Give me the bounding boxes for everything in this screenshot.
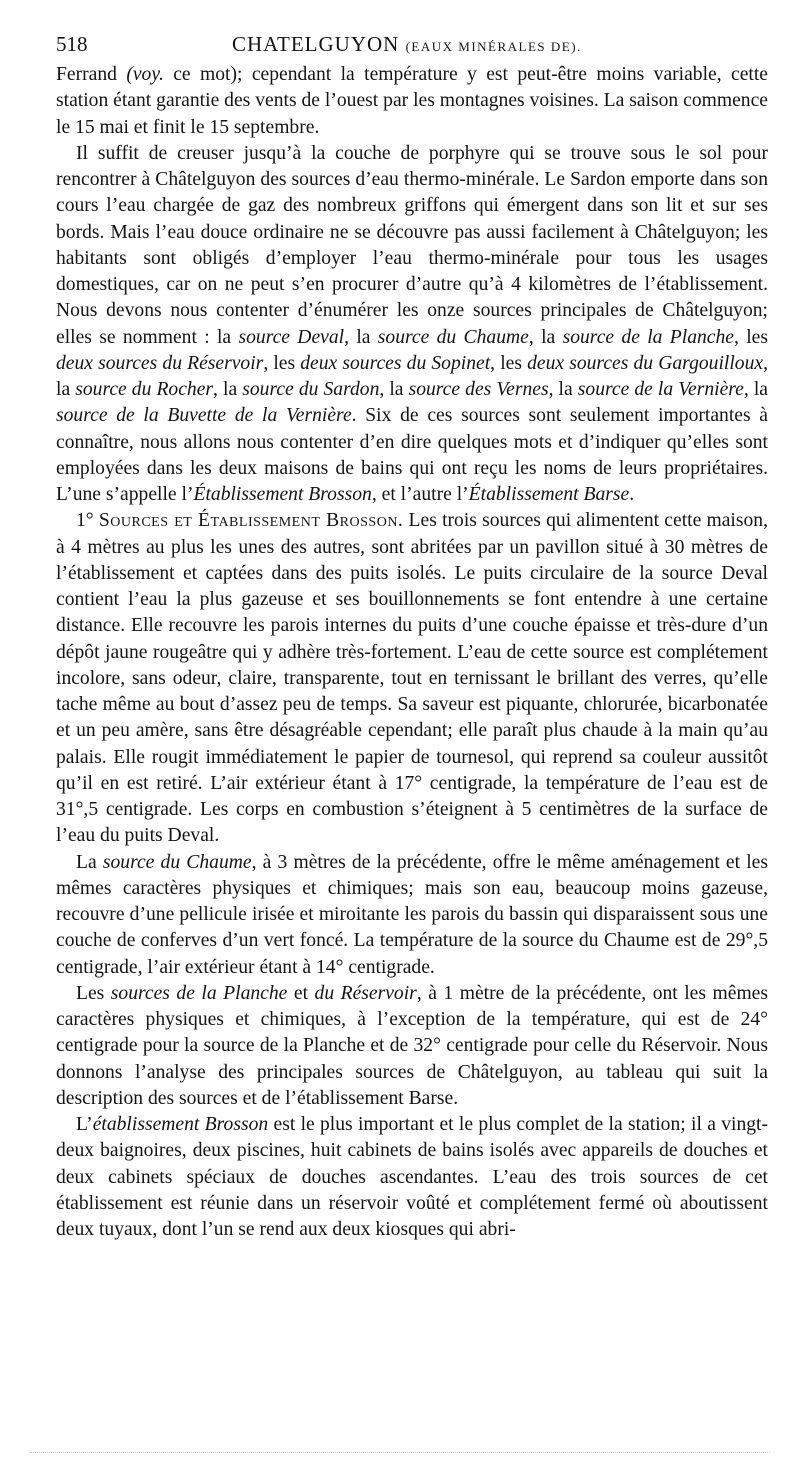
- italic-phrase: source du Chaume: [102, 851, 252, 873]
- paragraph-2: [56, 141, 768, 509]
- italic-phrase: (voy.: [126, 64, 164, 85]
- section-heading: Sources et Établissement Brosson.: [98, 510, 404, 532]
- text-run: , et l’autre l’: [371, 484, 469, 505]
- italic-phrase: établissement Brosson: [92, 1114, 269, 1135]
- text-run: , la: [344, 326, 378, 348]
- italic-phrase: source du Chaume: [377, 326, 529, 348]
- italic-phrase: sources de la Planche: [110, 982, 288, 1004]
- text-run: , la: [743, 379, 768, 400]
- text-run: , les: [734, 326, 768, 348]
- running-title: [232, 32, 582, 57]
- text-run: , la: [379, 379, 409, 400]
- italic-phrase: deux sources du Sopinet: [300, 352, 491, 374]
- text-run: L’: [76, 1114, 93, 1135]
- paragraph-6: [56, 1112, 768, 1243]
- text-run: 1°: [76, 510, 99, 532]
- italic-phrase: source du Rocher: [75, 379, 214, 400]
- body-text: [56, 62, 768, 1243]
- page-number: 518: [56, 32, 88, 56]
- text-run: Il suffit de creuser jusqu’à la couche de porphyre qui se trouve sous le sol pour rencontrer à Châtelguyon des sources d’eau thermo-minérale. Le Sardon emporte dans son cours l’eau chargée de gaz des nombreux griffons qui émergent dans son lit et sur ses bords. Mais l’eau douce ordinaire ne se découvre pas aussi facilement à Châtelguyon; les habitants sont obligés d’employer l’eau thermo-minérale pour tous les usages domestiques, car on ne peut s’en procurer d’autre qu’à 4 kilomètres de l’établissement. Nous devons nous contenter d’énumérer les onze sources principales de Châtelguyon; elles se nomment : la: [56, 142, 768, 348]
- running-title-sub: (EAUX MINÉRALES DE).: [405, 39, 582, 54]
- text-run: .: [629, 484, 635, 505]
- text-run: , les: [263, 352, 301, 374]
- paragraph-1: [56, 62, 768, 141]
- paragraph-5: [56, 981, 768, 1112]
- page-bottom-edge: [30, 1452, 770, 1453]
- text-run: est le plus important et le plus complet de la station; il a vingt-deux baignoires, deux piscines, huit cabinets de bains isolés avec appareils de douches et deux cabinets spéciaux de douches ascendantes. L’eau des trois sources de cet établissement est réunie dans un réservoir voûté et complétement fermé où aboutissent deux tuyaux, dont l’un se rend aux deux kiosques qui abri-: [56, 1114, 769, 1240]
- paragraph-4: [56, 850, 768, 981]
- italic-phrase: source Deval: [238, 326, 345, 348]
- text-run: , la: [528, 326, 563, 348]
- italic-phrase: source de la Vernière: [577, 379, 744, 400]
- italic-phrase: deux sources du Gargouilloux: [527, 352, 764, 374]
- book-page: [56, 22, 768, 1243]
- paragraph-3: [56, 508, 768, 849]
- italic-phrase: source de la Planche: [562, 326, 734, 348]
- text-run: , la: [548, 379, 578, 400]
- text-run: ce mot); cependant la température y est peut-être moins variable, cette station étant garantie des vents de l’ouest par les montagnes voisines. La saison commence le 15 mai et finit le 15 septembre.: [56, 64, 768, 138]
- running-title-main: CHATELGUYON: [232, 32, 400, 56]
- text-run: et: [287, 982, 315, 1004]
- italic-phrase: source de la Buvette de la Vernière: [56, 405, 352, 427]
- italic-phrase: du Réservoir: [314, 982, 417, 1004]
- italic-phrase: source du Sardon: [242, 379, 380, 400]
- text-run: La: [76, 851, 103, 873]
- text-run: Ferrand: [56, 64, 127, 85]
- italic-phrase: Établissement Brosson: [193, 484, 372, 505]
- text-run: , à 3 mètres de la précédente, offre le même aménagement et les mêmes caractères physiques et chimiques; mais son eau, beaucoup moins gazeuse, recouvre d’une pellicule irisée et miroitante les parois du bassin qui disparaissent sous une couche de conferves d’un vert foncé. La température de la source du Chaume est de 29°,5 centigrade, l’air extérieur étant à 14° centigrade.: [56, 851, 768, 978]
- italic-phrase: source des Vernes: [408, 379, 549, 400]
- text-run: . Six de ces sources sont seulement importantes à connaître, nous allons nous contenter d’en dire quelques mots et d’indiquer qu’elles sont employées dans les deux maisons de bains qui ont reçu les noms de leurs propriétaires. L’une s’appelle l’: [56, 405, 768, 505]
- text-run: , les: [490, 352, 528, 374]
- text-run: , la: [213, 379, 243, 400]
- text-run: Les trois sources qui alimentent cette maison, à 4 mètres au plus les unes des autres, sont abritées par un pavillon situé à 30 mètres de l’établissement et captées dans des puits isolés. Le puits circulaire de la source Deval contient l’eau la plus gazeuse et ses bouillonnements se font entendre à une certaine distance. Elle recouvre les parois internes du puits d’une couche épaisse et très-dure d’un dépôt jaune rougeâtre qui y adhère très-fortement. L’eau de cette source est complétement incolore, sans odeur, claire, transparente, tout en ternissant le brillant des verres, qu’elle tache même au bout d’assez peu de temps. Sa saveur est piquante, chlorurée, bicarbonatée et un peu amère, sans être désagréable cependant; elle paraît plus chaude à la main qu’au palais. Elle rougit immédiatement le papier de tournesol, qui reprend sa couleur aussitôt qu’il en est retiré. L’air extérieur étant à 17° centigrade, la température de l’eau est de 31°,5 centigrade. Les corps en combustion s’éteignent à 5 centimètres de la surface de l’eau du puits Deval.: [56, 510, 768, 847]
- text-run: Les: [76, 982, 111, 1004]
- text-run: , à 1 mètre de la précédente, ont les mêmes caractères physiques et chimiques, à l’exception de la température, qui est de 24° centigrade pour la source de la Planche et de 32° centigrade pour celle du Réservoir. Nous donnons l’analyse des principales sources de Châtelguyon, au tableau qui suit la description des sources et de l’établissement Barse.: [56, 982, 769, 1109]
- running-header: [56, 22, 768, 62]
- text-run: , la: [56, 352, 768, 400]
- italic-phrase: Établissement Barse: [468, 484, 630, 505]
- italic-phrase: deux sources du Réservoir: [56, 352, 264, 374]
